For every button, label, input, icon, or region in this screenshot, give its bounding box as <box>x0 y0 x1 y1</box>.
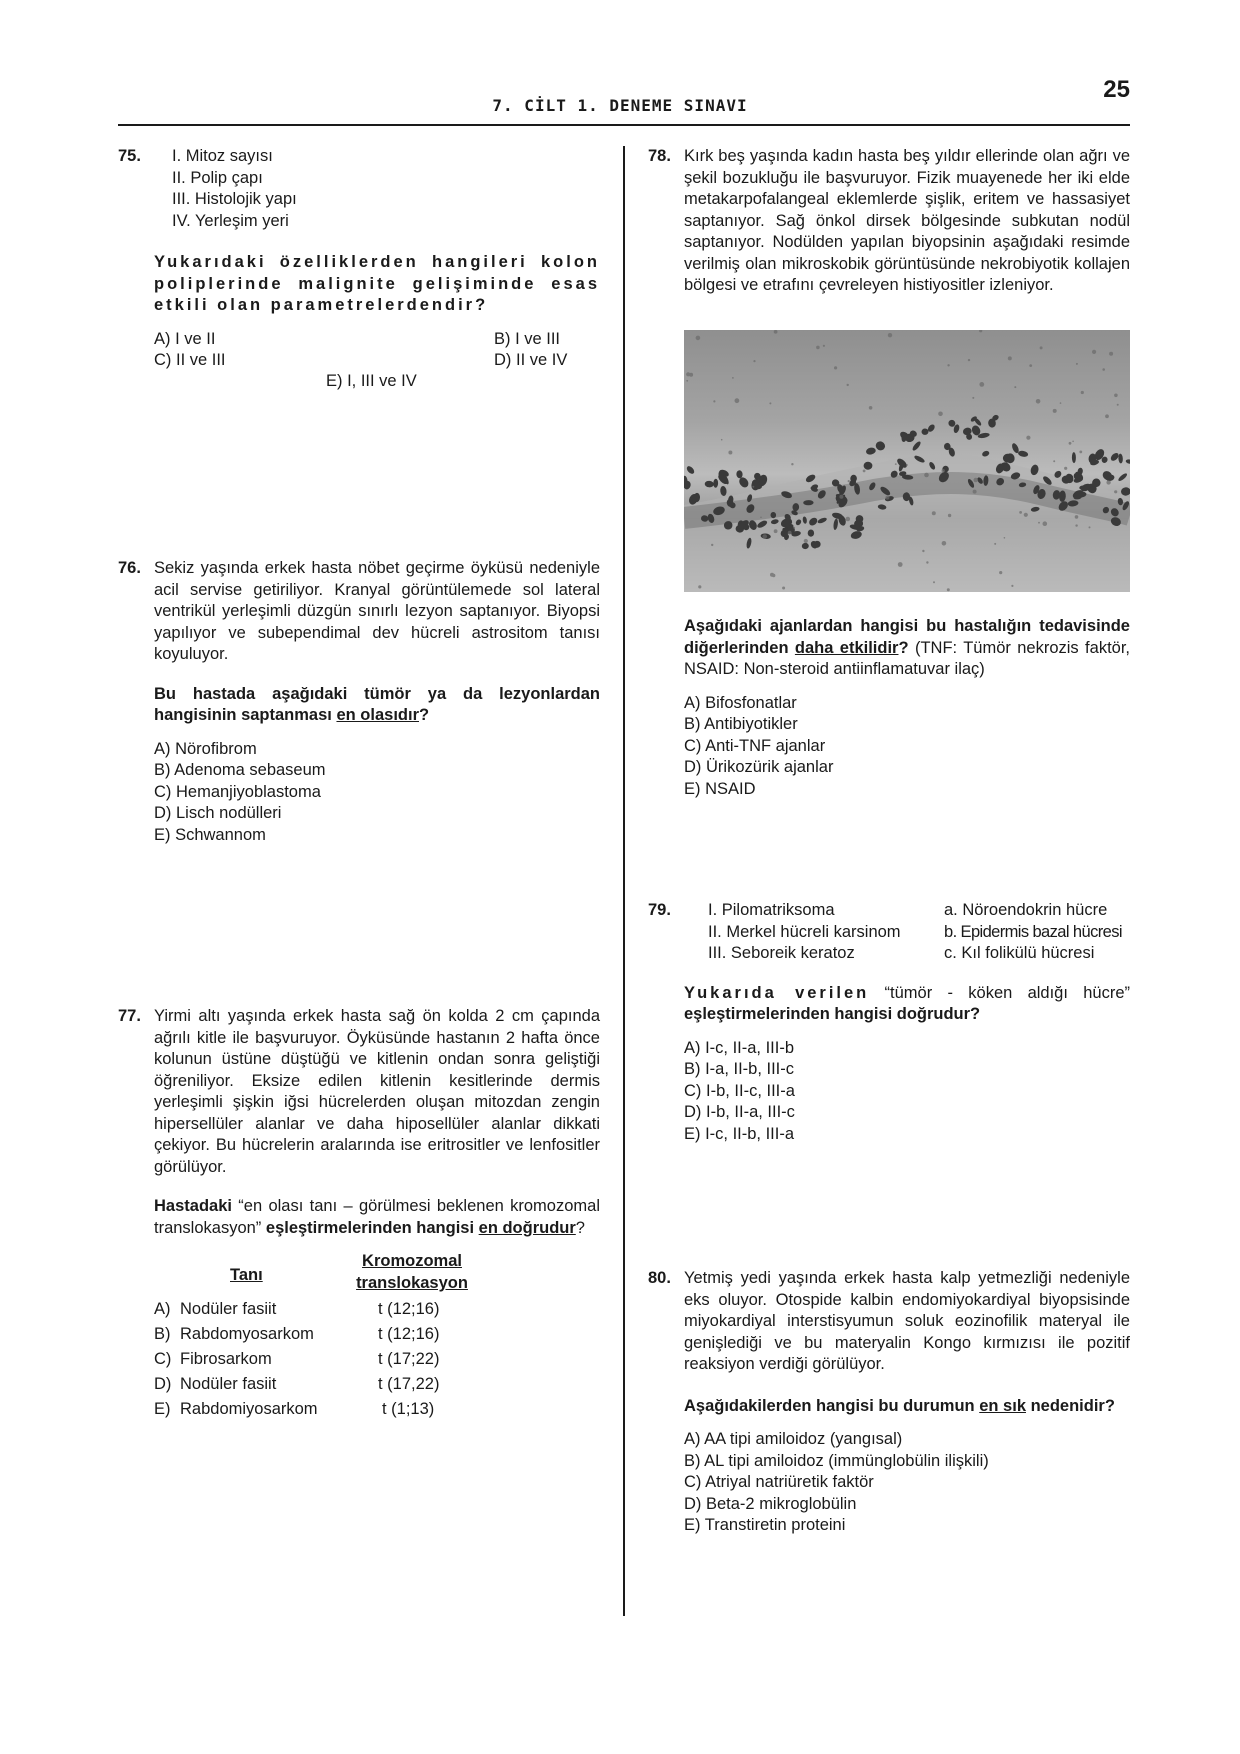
column-divider <box>623 146 625 1616</box>
tissue-speck <box>848 480 850 482</box>
tissue-speck <box>1064 467 1067 470</box>
tissue-speck <box>994 543 996 545</box>
tissue-speck <box>1038 522 1040 524</box>
table-header <box>154 1251 600 1299</box>
tissue-speck <box>847 384 849 386</box>
option-a[interactable]: A) AA tipi amiloidoz (yangısal) <box>684 1430 903 1448</box>
option-b[interactable]: B) AL tipi amiloidoz (immünglobülin ilişkili) <box>684 1451 989 1470</box>
option-a[interactable]: A) I ve II <box>154 329 216 348</box>
tissue-speck <box>869 406 873 410</box>
column-header-tani: Tanı <box>230 1266 263 1284</box>
answer-options <box>684 693 1130 801</box>
tissue-speck <box>1106 480 1110 484</box>
tissue-speck <box>1114 490 1117 493</box>
tissue-speck <box>888 333 892 337</box>
tissue-speck <box>1004 537 1006 539</box>
header-rule <box>118 124 1130 126</box>
option-c[interactable]: C) Fibrosarkom t (17;22) <box>154 1350 440 1368</box>
tissue-speck <box>1072 441 1074 443</box>
tissue-speck <box>1075 515 1079 519</box>
tissue-speck <box>816 346 820 350</box>
tissue-speck <box>774 330 778 334</box>
tissue-speck <box>1092 350 1096 354</box>
roman-item: III. Histolojik yapı <box>172 190 297 208</box>
option-c[interactable]: C) II ve III <box>154 350 226 369</box>
tissue-speck <box>1008 356 1012 360</box>
tissue-speck <box>788 531 792 535</box>
tissue-speck <box>1102 368 1105 371</box>
answer-options <box>684 1038 1130 1146</box>
tissue-speck <box>721 439 723 441</box>
tissue-speck <box>752 486 754 488</box>
option-d[interactable]: D) Lisch nodülleri <box>154 804 282 822</box>
roman-item: I. Mitoz sayısı <box>172 147 273 165</box>
answer-options <box>154 329 600 395</box>
tissue-speck <box>713 400 715 402</box>
tissue-speck <box>1036 399 1041 404</box>
tissue-speck <box>942 541 947 546</box>
histology-image <box>684 330 1130 592</box>
question-number: 77. <box>118 1007 141 1025</box>
question-stem: Bu hastada aşağıdaki tümör ya da lezyonlardan hangisinin saptanması en olasıdır? <box>154 684 600 724</box>
option-c[interactable]: C) Hemanjiyoblastoma <box>154 782 321 801</box>
tissue-speck <box>1060 402 1062 404</box>
question-number: 75. <box>118 147 141 165</box>
option-c[interactable]: C) Atriyal natriüretik faktör <box>684 1473 874 1491</box>
question-stem: Hastadaki “en olası tanı – görülmesi beklenen kromozomal translokasyon” eşleştirmelerinden hangisi en doğrudur? <box>154 1197 600 1237</box>
option-e[interactable]: E) I-c, II-b, III-a <box>684 1124 795 1143</box>
question-number: 80. <box>648 1269 671 1287</box>
tissue-speck <box>782 587 785 590</box>
option-e[interactable]: E) I, III ve IV <box>326 371 417 390</box>
option-c[interactable]: C) I-b, II-c, III-a <box>684 1081 795 1100</box>
tissue-speck <box>973 490 977 494</box>
tissue-speck <box>1053 409 1057 413</box>
tissue-speck <box>863 470 866 473</box>
option-e[interactable]: E) Schwannom <box>154 825 266 844</box>
question-number: 79. <box>648 901 671 919</box>
tissue-speck <box>1011 585 1013 587</box>
tissue-speck <box>1026 436 1030 440</box>
option-e[interactable]: E) NSAID <box>684 779 756 798</box>
tissue-speck <box>906 464 908 466</box>
cell-item: c. Kıl folikülü hücresi <box>944 944 1095 962</box>
tissue-speck <box>1019 511 1022 514</box>
tissue-speck <box>1040 346 1043 349</box>
tumor-item: III. Seboreik keratoz <box>708 944 855 962</box>
tissue-speck <box>947 588 950 591</box>
tissue-speck <box>885 496 889 500</box>
option-b[interactable]: B) I-a, II-b, III-c <box>684 1060 795 1078</box>
question-stem: Yukarıda verilen “tümör - köken aldığı hücre” eşleştirmelerinden hangisi doğrudur? <box>684 983 1130 1023</box>
tissue-speck <box>942 469 945 472</box>
case-text: Kırk beş yaşında kadın hasta beş yıldır ellerinde olan ağrı ve şekil bozukluğu ile başvuruyor. Fizik muayenede her iki elde metakarpofalangeal eklemlerde şişlik, eritem ve hassasiyet saptanıyor. Sağ önkol dirsek bölgesinde subkutan nodül saptanıyor. Nodülden yapılan biyopsinin aşağıdaki resimde verilmiş olan mikroskobik görüntüsünde nekrobiyotik kollajen bölgesi ve etrafını çevreleyen histiyositler izleniyor. <box>684 147 1130 294</box>
tissue-speck <box>762 534 767 539</box>
tissue-speck <box>898 562 903 567</box>
tissue-speck <box>698 585 701 588</box>
tissue-speck <box>1076 363 1078 365</box>
tissue-speck <box>1105 414 1109 418</box>
answer-options <box>154 739 600 847</box>
tissue-speck <box>922 550 924 552</box>
tissue-speck <box>926 561 928 563</box>
option-a[interactable]: A) Nörofibrom <box>154 739 257 758</box>
case-text: Yirmi altı yaşında erkek hasta sağ ön kolda 2 cm çapında ağrılı kitle ile başvuruyor. Öyküsünde hastanın 2 hafta önce kolunun üstüne düştüğü ve kitlenin ondan sonra geliştiği öğreniliyor. Eksize edilen kitlenin kesitlerinde dermis yerleşimli şişkin iğsi hücrelerden oluşan mitozdan zengin hipersellüler alanlar ve daha hiposellüler alanlar dikkati çekiyor. Bu hücrelerin aralarında ise eritrositler ve lenfositler görülüyor. <box>154 1007 600 1176</box>
tissue-speck <box>932 511 936 515</box>
tissue-speck <box>972 397 974 399</box>
tissue-speck <box>839 495 843 499</box>
matching-list <box>708 900 1130 965</box>
tissue-speck <box>999 571 1002 574</box>
option-d[interactable]: D) Nodüler fasiit t (17,22) <box>154 1375 440 1393</box>
tumor-item: I. Pilomatriksoma <box>708 901 835 919</box>
tissue-speck <box>1089 526 1091 528</box>
tissue-speck <box>686 372 690 376</box>
tissue-speck <box>947 364 949 366</box>
question-number: 76. <box>118 559 141 577</box>
option-b[interactable]: B) I ve III <box>494 329 561 348</box>
tissue-speck <box>1053 460 1055 462</box>
option-a[interactable]: A) Bifosfonatlar <box>684 693 797 712</box>
option-d[interactable]: D) II ve IV <box>494 350 568 369</box>
tissue-speck <box>1081 391 1084 394</box>
question-stem: Yukarıdaki özelliklerden hangileri kolon poliplerinde malignite gelişiminde esas etkili olan parametrelerdendir? <box>154 253 600 314</box>
tissue-speck <box>735 398 740 403</box>
tissue-speck <box>791 463 793 465</box>
tissue-speck <box>711 544 713 546</box>
roman-item: IV. Yerleşim yeri <box>172 211 289 230</box>
cell-nucleus <box>808 530 814 537</box>
tissue-speck <box>774 529 778 533</box>
option-d[interactable]: D) Beta-2 mikroglobülin <box>684 1494 857 1513</box>
tissue-speck <box>1117 404 1119 406</box>
tissue-speck <box>1079 451 1082 454</box>
tissue-speck <box>823 345 825 347</box>
column-header-kromozomal: Kromozomal <box>362 1252 462 1270</box>
tissue-speck <box>760 517 762 519</box>
tissue-speck <box>732 377 734 379</box>
column-header-translokasyon: translokasyon <box>356 1274 468 1292</box>
case-text: Yetmiş yedi yaşında erkek hasta kalp yetmezliği nedeniyle eks oluyor. Otospide kalbin endomiyokardiyal biyopsisinde miyokardiyal interstisyumun soluk eozinofilik materyal ile genişlediği ve bu materyalin Kongo kırmızısı ile pozitif reaksiyon verdiği görülüyor. <box>684 1269 1130 1373</box>
tissue-speck <box>933 581 935 583</box>
option-d[interactable]: D) Ürikozürik ajanlar <box>684 758 834 776</box>
option-b[interactable]: B) Antibiyotikler <box>684 715 798 733</box>
tissue-speck <box>948 514 951 517</box>
option-a[interactable]: A) Nodüler fasiit t (12;16) <box>154 1300 440 1318</box>
tissue-speck <box>772 574 775 577</box>
tissue-speck <box>753 360 755 362</box>
tissue-speck <box>834 366 837 369</box>
tissue-speck <box>1014 386 1016 388</box>
tissue-speck <box>924 473 929 478</box>
question-stem: Aşağıdakilerden hangisi bu durumun en sık nedenidir? <box>684 1396 1115 1415</box>
tissue-speck <box>974 478 979 483</box>
option-e[interactable]: E) Rabdomiyosarkom t (1;13) <box>154 1400 435 1418</box>
case-text: Sekiz yaşında erkek hasta nöbet geçirme öyküsü nedeniyle acil servise getiriliyor. Kranyal görüntülemede sol lateral ventrikül yerleşimli düzgün sınırlı lezyon saptanıyor. Biyopsi yapılıyor ve subependimal dev hücreli astrositom tanısı koyuluyor. <box>154 559 600 663</box>
tissue-speck <box>968 359 970 361</box>
tissue-speck <box>938 412 943 417</box>
page-number: 25 <box>1103 76 1130 103</box>
option-b[interactable]: B) Rabdomyosarkom t (12;16) <box>154 1325 440 1343</box>
cell-item: b. Epidermis bazal hücresi <box>944 922 1122 941</box>
option-b[interactable]: B) Adenoma sebaseum <box>154 761 326 779</box>
tissue-speck <box>895 463 897 465</box>
tissue-speck <box>846 517 851 522</box>
tissue-speck <box>793 527 795 529</box>
tissue-speck <box>1114 394 1118 398</box>
tissue-speck <box>769 402 771 404</box>
answer-table <box>154 1251 600 1424</box>
option-a[interactable]: A) I-c, II-a, III-b <box>684 1038 795 1057</box>
exam-title: 7. CİLT 1. DENEME SINAVI <box>492 96 748 115</box>
tumor-item: II. Merkel hücreli karsinom <box>708 922 901 941</box>
tissue-speck <box>1029 364 1032 367</box>
option-e[interactable]: E) Transtiretin proteini <box>684 1516 846 1534</box>
tissue-speck <box>979 382 984 387</box>
question-number: 78. <box>648 147 671 165</box>
tissue-speck <box>686 380 688 382</box>
tissue-speck <box>804 539 808 543</box>
tissue-speck <box>696 336 701 341</box>
tissue-speck <box>1069 442 1072 445</box>
cell-item: a. Nöroendokrin hücre <box>944 901 1108 919</box>
tissue-speck <box>1024 513 1028 517</box>
tissue-speck <box>728 451 732 455</box>
tissue-speck <box>1075 524 1077 526</box>
tissue-speck <box>1109 352 1113 356</box>
option-c[interactable]: C) Anti-TNF ajanlar <box>684 736 826 755</box>
roman-item: II. Polip çapı <box>172 168 263 187</box>
option-d[interactable]: D) I-b, II-a, III-c <box>684 1103 795 1121</box>
answer-options <box>684 1429 1130 1537</box>
question-stem: Aşağıdaki ajanlardan hangisi bu hastalığın tedavisinde diğerlerinden daha etkilidir? (TNF: Tümör nekrozis faktör, NSAID: Non-steroid antiinflamatuvar ilaç) <box>684 617 1130 678</box>
tissue-speck <box>1043 521 1048 526</box>
